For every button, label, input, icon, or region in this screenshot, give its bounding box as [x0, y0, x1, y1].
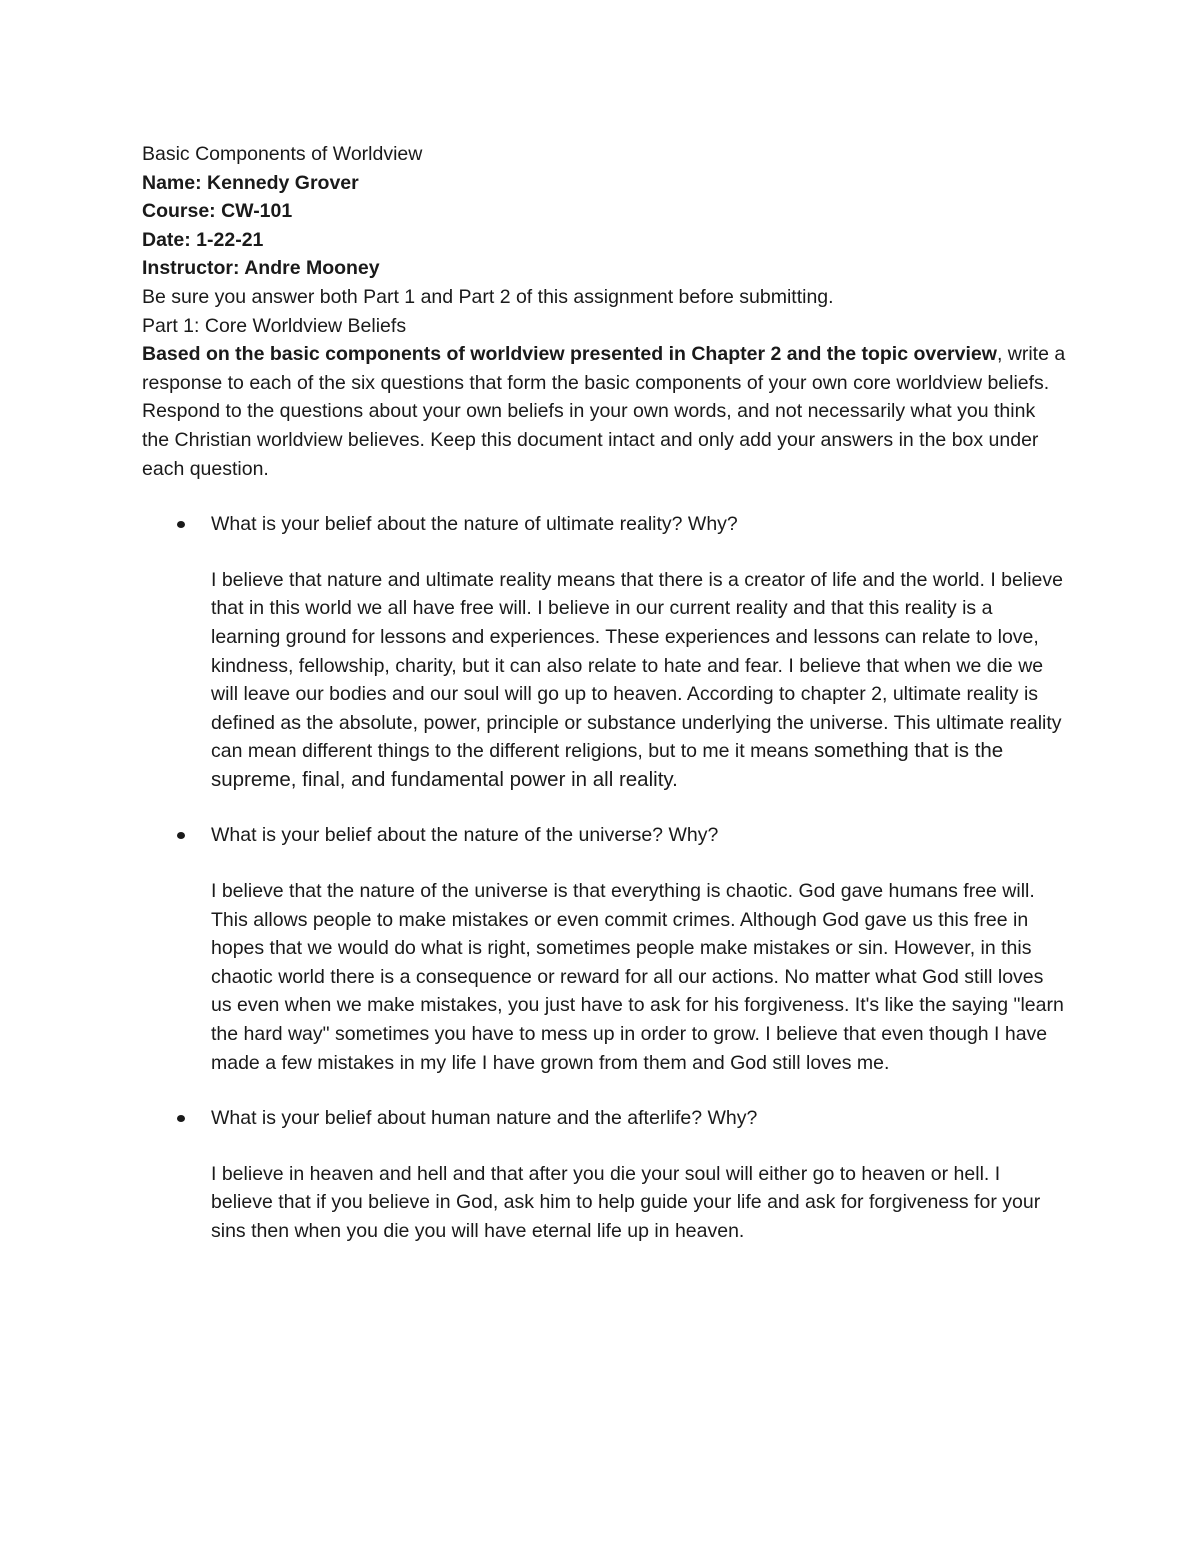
instructor-name: Instructor: Andre Mooney — [142, 257, 380, 280]
document-page — [142, 140, 1067, 1246]
answer-1[interactable] — [211, 566, 1067, 795]
question-text: What is your belief about the nature of the universe? Why? — [211, 824, 719, 847]
question-block-1 — [142, 510, 1067, 794]
question-2 — [142, 821, 1067, 850]
date: Date: 1-22-21 — [142, 228, 264, 251]
bullet-icon — [177, 521, 185, 528]
question-text: What is your belief about human nature and the afterlife? Why? — [211, 1107, 758, 1130]
bullet-icon — [177, 1115, 185, 1122]
submission-reminder: Be sure you answer both Part 1 and Part 2 of this assignment before submitting. — [142, 285, 834, 308]
answer-3[interactable] — [211, 1160, 1067, 1246]
question-block-3 — [142, 1104, 1067, 1245]
part-heading: Part 1: Core Worldview Beliefs — [142, 314, 407, 337]
question-1 — [142, 510, 1067, 539]
student-name: Name: Kennedy Grover — [142, 171, 359, 194]
bullet-icon — [177, 832, 185, 839]
course-code: Course: CW-101 — [142, 200, 293, 223]
document-title: Basic Components of Worldview — [142, 143, 423, 165]
question-text: What is your belief about the nature of ultimate reality? Why? — [211, 513, 738, 536]
instructions-text: , write a response to each of the six questions that form the basic components of your own core worldview beliefs. Respond to the questions about your own beliefs in your own words, and not necessarily what you think the Christian worldview believes. Keep this document intact and only add your answers in the box under each question. — [142, 343, 1066, 480]
question-3 — [142, 1104, 1067, 1133]
instructions-bold: Based on the basic components of worldview presented in Chapter 2 and the topic overview — [142, 343, 997, 366]
answer-2[interactable] — [211, 877, 1067, 1077]
instructions-paragraph — [142, 340, 1067, 483]
answer-text: I believe in heaven and hell and that after you die your soul will either go to heaven or hell. I believe that if you believe in God, ask him to help guide your life and ask for forgiveness for your sins then when you die you will have eternal life up in heaven. — [211, 1162, 1041, 1242]
answer-text: I believe that the nature of the universe is that everything is chaotic. God gave humans free will. This allows people to make mistakes or even commit crimes. Although God gave us this free in hopes that we would do what is right, sometimes people make mistakes or sin. However, in this chaotic world there is a consequence or reward for all our actions. No matter what God still loves us even when we make mistakes, you just have to ask for his forgiveness. It's like the saying "learn the hard way" sometimes you have to mess up in order to grow. I believe that even though I have made a few mistakes in my life I have grown from them and God still loves me. — [211, 880, 1064, 1074]
answer-text: I believe that nature and ultimate reality means that there is a creator of life and the world. I believe that in this world we all have free will. I believe in our current reality and that this reality is a learning ground for lessons and experiences. These experiences and lessons can relate to love, kindness, fellowship, charity, but it can also relate to hate and fear. I believe that when we die we will leave our bodies and our soul will go up to heaven. According to chapter 2, ultimate reality is defined as the absolute, power, principle or substance underlying the universe. This ultimate reality can mean different things to the different religions, but to me it means — [211, 568, 1063, 763]
answer-text-tail: something that is the supreme, final, and fundamental power in all reality. — [211, 739, 1004, 791]
question-block-2 — [142, 821, 1067, 1077]
